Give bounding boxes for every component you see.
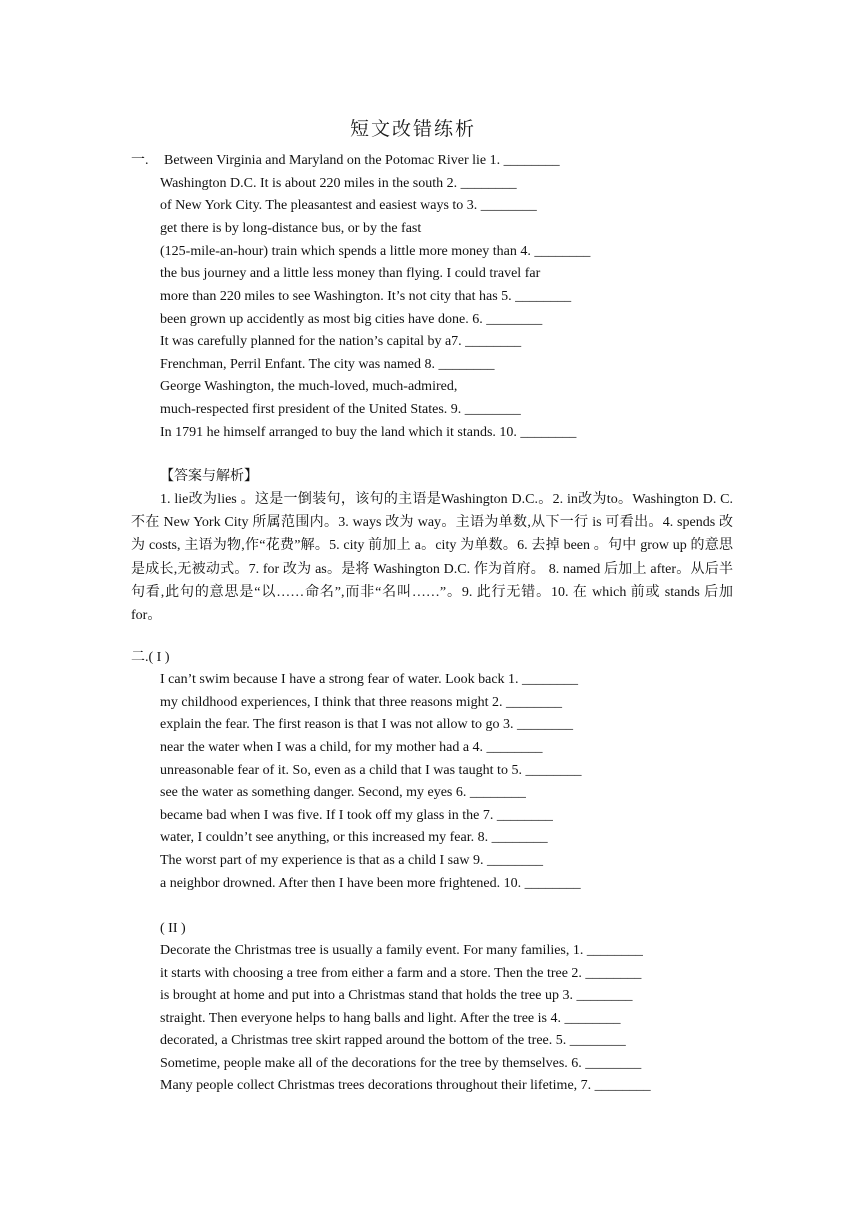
section-1-line: much-respected first president of the United States. 9. ________ [160,402,521,417]
section-1-line: more than 220 miles to see Washington. It’s not city that has 5. ________ [160,289,572,304]
section-1-line: get there is by long-distance bus, or by the fast [160,221,422,236]
section-1-line: Frenchman, Perril Enfant. The city was named 8. ________ [160,357,495,372]
section-1-line: of New York City. The pleasantest and easiest ways to 3. ________ [160,198,537,213]
section-3-line: is brought at home and put into a Christmas stand that holds the tree up 3. ________ [160,988,633,1003]
section-1-line: the bus journey and a little less money than flying. I could travel far [160,266,541,281]
section-1-line: Washington D.C. It is about 220 miles in the south 2. ________ [160,176,517,191]
section-2-line: near the water when I was a child, for my mother had a 4. ________ [160,740,543,755]
answers-body: 1. lie改为lies 。这是一倒装句，该句的主语是Washington D.C.。2. in改为to。Washington D. C. 不在 New York City 所属范围内。3. ways 改为 way。主语为单数,从下一行 is 可看出。4. spends 改为 costs, 主语为物,作“花费”解。5. city 前加上 a。city 为单数。6. 去掉 been 。句中 grow up 的意思是成长,无被动式。7. for 改为 as。是将 Washington D.C. 作为首府。 8. named 后加上 after。从后半句看,此句的意思是“以……命名”,而非“名叫……”。9. 此行无错。10. 在 which 前或 stands 后加 for。 [131,492,733,624]
section-3-line: straight. Then everyone helps to hang balls and light. After the tree is 4. ________ [160,1011,621,1026]
section-1-line: been grown up accidently as most big cities have done. 6. ________ [160,312,543,327]
section-2-label: 二.( I ) [131,650,170,665]
section-2-line: explain the fear. The first reason is that I was not allow to go 3. ________ [160,717,574,732]
section-1-line: (125-mile-an-hour) train which spends a little more money than 4. ________ [160,244,591,259]
section-2-line: The worst part of my experience is that as a child I saw 9. ________ [160,853,543,868]
section-1-line: In 1791 he himself arranged to buy the land which it stands. 10. ________ [160,425,577,440]
answers-heading: 【答案与解析】 [160,468,258,484]
section-2-line: I can’t swim because I have a strong fear of water. Look back 1. ________ [160,672,579,687]
section-3-line: Decorate the Christmas tree is usually a family event. For many families, 1. ________ [160,943,643,958]
page-title: 短文改错练析 [349,118,476,140]
section-2-line: water, I couldn’t see anything, or this increased my fear. 8. ________ [160,830,548,845]
section-3-label: ( II ) [160,921,186,936]
section-3-line: decorated, a Christmas tree skirt rapped around the bottom of the tree. 5. ________ [160,1033,626,1048]
section-2-line: unreasonable fear of it. So, even as a child that I was taught to 5. ________ [160,763,582,778]
section-1-label: 一. [131,153,149,168]
section-1-line: It was carefully planned for the nation’s capital by a7. ________ [160,334,522,349]
section-1-line: George Washington, the much-loved, much-admired, [160,379,458,394]
section-2-line: see the water as something danger. Second, my eyes 6. ________ [160,785,526,800]
section-3-line: Sometime, people make all of the decorations for the tree by themselves. 6. ________ [160,1056,642,1071]
section-2-line: a neighbor drowned. After then I have been more frightened. 10. ________ [160,876,581,891]
section-1-line: Between Virginia and Maryland on the Potomac River lie 1. ________ [164,153,560,168]
section-3-line: it starts with choosing a tree from either a farm and a store. Then the tree 2. ________ [160,966,642,981]
section-3-line: Many people collect Christmas trees decorations throughout their lifetime, 7. ________ [160,1078,651,1093]
section-2-line: became bad when I was five. If I took off my glass in the 7. ________ [160,808,553,823]
section-2-line: my childhood experiences, I think that three reasons might 2. ________ [160,695,563,710]
